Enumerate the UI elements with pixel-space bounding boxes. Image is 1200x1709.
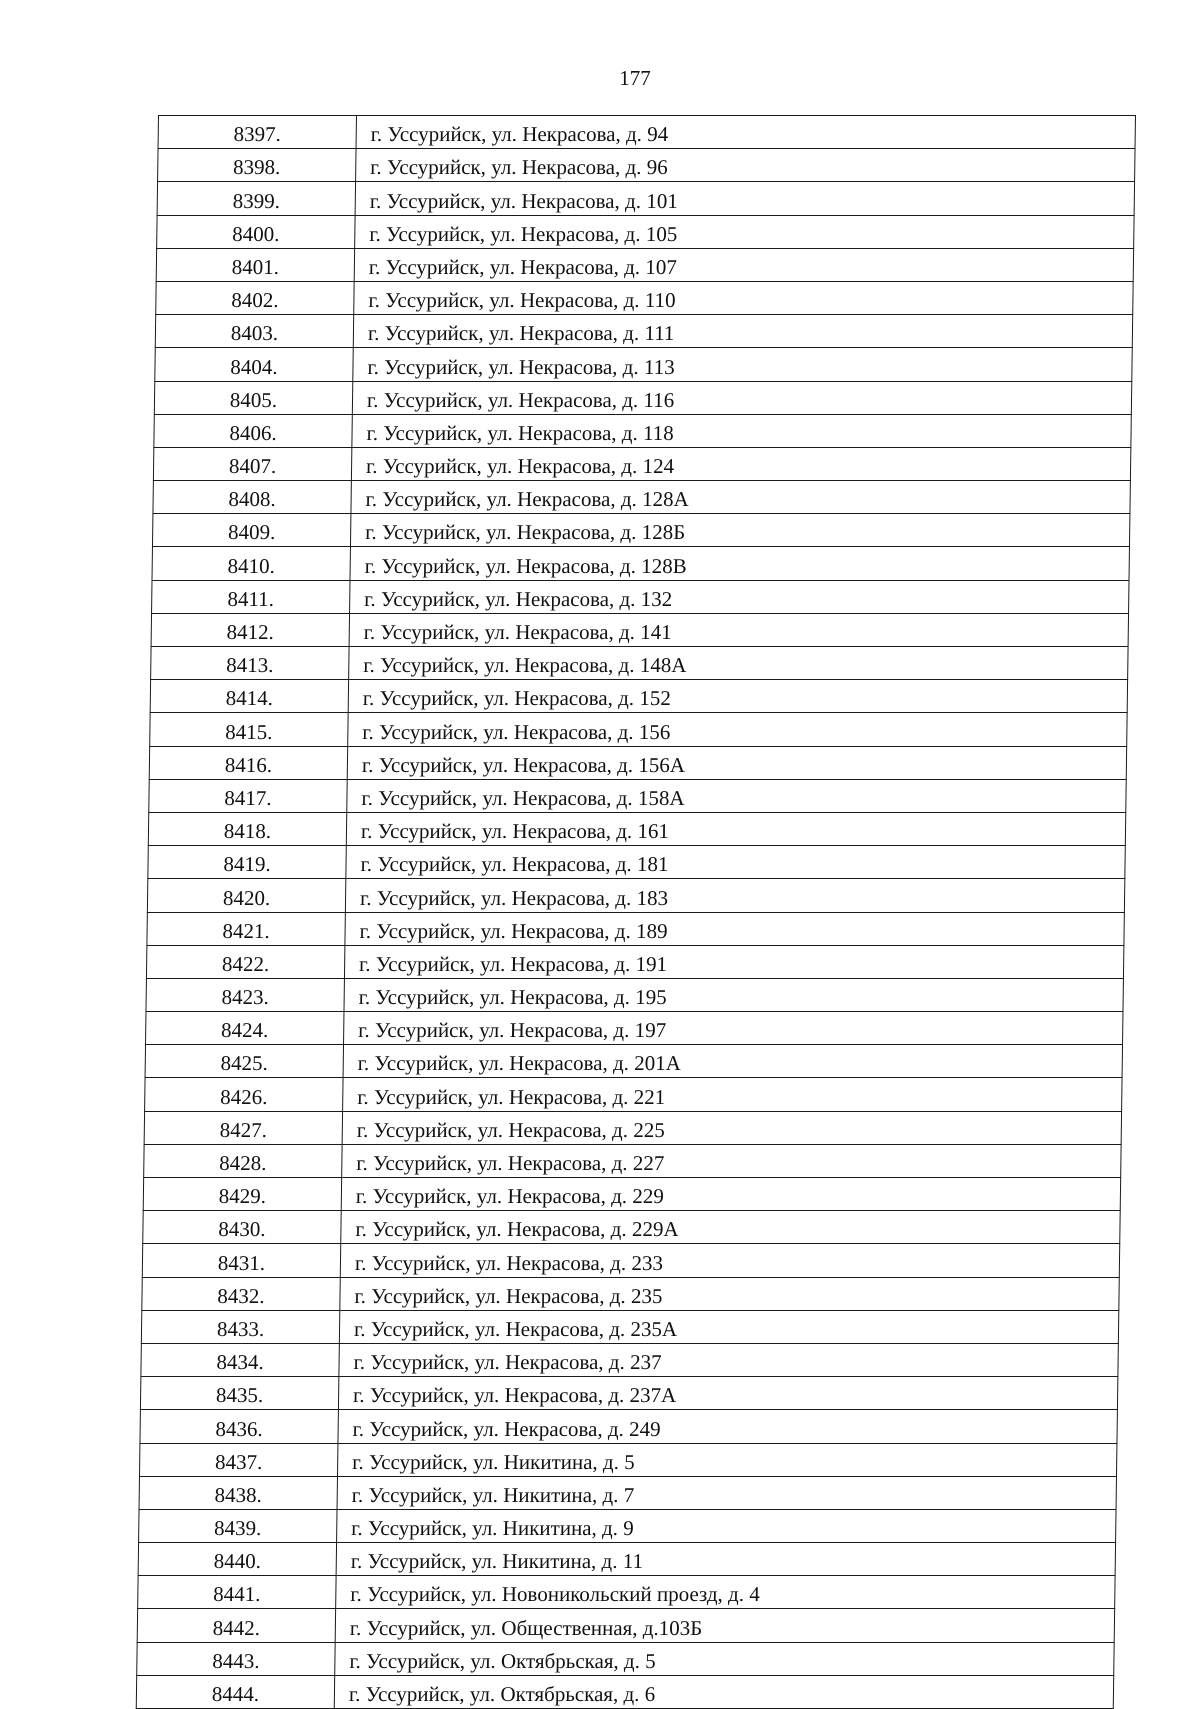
row-number: 8414. [150, 680, 348, 713]
table-row [141, 1343, 1118, 1376]
row-number: 8401. [156, 248, 354, 281]
table-row [156, 248, 1133, 281]
row-address: г. Уссурийск, ул. Некрасова, д. 113 [353, 348, 1132, 381]
row-address: г. Уссурийск, ул. Некрасова, д. 229 [341, 1178, 1120, 1211]
table-row [137, 1609, 1114, 1642]
row-number: 8431. [142, 1244, 340, 1277]
row-number: 8416. [149, 746, 347, 779]
table-row [140, 1410, 1117, 1443]
row-address: г. Уссурийск, ул. Некрасова, д. 195 [344, 978, 1123, 1011]
row-number: 8397. [158, 116, 356, 149]
table-row [144, 1144, 1121, 1177]
table-row [148, 812, 1125, 845]
row-address: г. Уссурийск, ул. Новоникольский проезд, д. 4 [336, 1576, 1115, 1609]
row-address: г. Уссурийск, ул. Некрасова, д. 128В [350, 547, 1129, 580]
table-row [140, 1377, 1117, 1410]
row-number: 8408. [153, 481, 351, 514]
table-row [152, 514, 1129, 547]
table-row [157, 182, 1134, 215]
row-address: г. Уссурийск, ул. Октябрьская, д. 6 [334, 1675, 1113, 1708]
row-address: г. Уссурийск, ул. Некрасова, д. 237А [338, 1377, 1117, 1410]
row-address: г. Уссурийск, ул. Общественная, д.103Б [335, 1609, 1114, 1642]
table-row [145, 1078, 1122, 1111]
row-address: г. Уссурийск, ул. Некрасова, д. 107 [354, 248, 1133, 281]
table-row [149, 779, 1126, 812]
row-number: 8419. [148, 846, 346, 879]
table-row [144, 1111, 1121, 1144]
table-row [147, 879, 1124, 912]
row-number: 8410. [152, 547, 350, 580]
row-number: 8418. [148, 812, 346, 845]
row-number: 8444. [136, 1675, 334, 1708]
table-row [153, 447, 1130, 480]
row-address: г. Уссурийск, ул. Некрасова, д. 156 [348, 713, 1127, 746]
row-address: г. Уссурийск, ул. Некрасова, д. 152 [348, 680, 1127, 713]
row-address: г. Уссурийск, ул. Никитина, д. 5 [337, 1443, 1116, 1476]
row-number: 8409. [152, 514, 350, 547]
row-address: г. Уссурийск, ул. Некрасова, д. 235А [339, 1310, 1118, 1343]
table-row [150, 680, 1127, 713]
row-number: 8406. [154, 414, 352, 447]
row-number: 8434. [141, 1343, 339, 1376]
table-row [139, 1509, 1116, 1542]
table-row [139, 1476, 1116, 1509]
row-number: 8422. [146, 945, 344, 978]
row-address: г. Уссурийск, ул. Некрасова, д. 201А [343, 1045, 1122, 1078]
row-number: 8405. [154, 381, 352, 414]
table-row [152, 547, 1129, 580]
row-number: 8404. [155, 348, 353, 381]
table-row [151, 647, 1128, 680]
row-number: 8417. [149, 779, 347, 812]
row-number: 8423. [146, 978, 344, 1011]
row-address: г. Уссурийск, ул. Некрасова, д. 101 [355, 182, 1134, 215]
table-row [157, 215, 1134, 248]
table-row [158, 149, 1135, 182]
row-number: 8411. [152, 580, 350, 613]
table-row [146, 1012, 1123, 1045]
row-address: г. Уссурийск, ул. Некрасова, д. 96 [356, 149, 1135, 182]
table-row [155, 315, 1132, 348]
table-row [143, 1178, 1120, 1211]
row-number: 8440. [138, 1543, 336, 1576]
row-number: 8398. [158, 149, 356, 182]
row-address: г. Уссурийск, ул. Некрасова, д. 191 [344, 945, 1123, 978]
row-address: г. Уссурийск, ул. Некрасова, д. 111 [353, 315, 1132, 348]
table-row [156, 281, 1133, 314]
row-address: г. Уссурийск, ул. Некрасова, д. 124 [351, 447, 1130, 480]
address-table-body [136, 116, 1135, 1709]
row-address: г. Уссурийск, ул. Некрасова, д. 189 [345, 912, 1124, 945]
row-number: 8437. [139, 1443, 337, 1476]
row-number: 8402. [156, 281, 354, 314]
table-row [154, 381, 1131, 414]
row-address: г. Уссурийск, ул. Некрасова, д. 148А [349, 647, 1128, 680]
row-address: г. Уссурийск, ул. Некрасова, д. 141 [349, 613, 1128, 646]
row-address: г. Уссурийск, ул. Никитина, д. 9 [337, 1509, 1116, 1542]
table-row [155, 348, 1132, 381]
row-address: г. Уссурийск, ул. Некрасова, д. 249 [338, 1410, 1117, 1443]
row-address: г. Уссурийск, ул. Некрасова, д. 132 [350, 580, 1129, 613]
row-address: г. Уссурийск, ул. Некрасова, д. 158А [347, 779, 1126, 812]
row-number: 8441. [138, 1576, 336, 1609]
table-row [147, 912, 1124, 945]
row-number: 8424. [146, 1012, 344, 1045]
row-number: 8415. [150, 713, 348, 746]
row-address: г. Уссурийск, ул. Некрасова, д. 225 [342, 1111, 1121, 1144]
row-number: 8436. [140, 1410, 338, 1443]
row-number: 8426. [145, 1078, 343, 1111]
row-address: г. Уссурийск, ул. Некрасова, д. 197 [344, 1012, 1123, 1045]
row-address: г. Уссурийск, ул. Некрасова, д. 235 [340, 1277, 1119, 1310]
row-address: г. Уссурийск, ул. Некрасова, д. 128Б [350, 514, 1129, 547]
row-address: г. Уссурийск, ул. Некрасова, д. 221 [343, 1078, 1122, 1111]
row-address: г. Уссурийск, ул. Некрасова, д. 237 [339, 1343, 1118, 1376]
row-address: г. Уссурийск, ул. Некрасова, д. 181 [346, 846, 1125, 879]
row-number: 8427. [144, 1111, 342, 1144]
row-number: 8443. [137, 1642, 335, 1675]
table-row [151, 613, 1128, 646]
row-address: г. Уссурийск, ул. Некрасова, д. 118 [352, 414, 1131, 447]
table-row [139, 1443, 1116, 1476]
row-address: г. Уссурийск, ул. Октябрьская, д. 5 [335, 1642, 1114, 1675]
table-row [142, 1277, 1119, 1310]
table-row [154, 414, 1131, 447]
row-number: 8425. [145, 1045, 343, 1078]
table-row [150, 713, 1127, 746]
table-row [142, 1244, 1119, 1277]
row-number: 8438. [139, 1476, 337, 1509]
table-row [152, 580, 1129, 613]
row-number: 8412. [151, 613, 349, 646]
row-address: г. Уссурийск, ул. Некрасова, д. 116 [352, 381, 1131, 414]
row-address: г. Уссурийск, ул. Некрасова, д. 128А [351, 481, 1130, 514]
table-row [145, 1045, 1122, 1078]
page-number: 177 [619, 66, 651, 90]
table-row [137, 1642, 1114, 1675]
row-address: г. Уссурийск, ул. Некрасова, д. 110 [354, 281, 1133, 314]
row-number: 8442. [137, 1609, 335, 1642]
row-number: 8432. [142, 1277, 340, 1310]
row-address: г. Уссурийск, ул. Никитина, д. 7 [337, 1476, 1116, 1509]
row-address: г. Уссурийск, ул. Некрасова, д. 227 [342, 1144, 1121, 1177]
row-address: г. Уссурийск, ул. Некрасова, д. 161 [346, 812, 1125, 845]
table-row [138, 1576, 1115, 1609]
table-row [153, 481, 1130, 514]
row-number: 8435. [140, 1377, 338, 1410]
table-row [149, 746, 1126, 779]
address-table [136, 115, 1136, 1709]
row-number: 8433. [141, 1310, 339, 1343]
table-row [148, 846, 1125, 879]
row-number: 8430. [143, 1211, 341, 1244]
row-number: 8420. [147, 879, 345, 912]
row-number: 8421. [147, 912, 345, 945]
row-number: 8428. [144, 1144, 342, 1177]
row-number: 8403. [155, 315, 353, 348]
row-address: г. Уссурийск, ул. Некрасова, д. 183 [345, 879, 1124, 912]
table-row [141, 1310, 1118, 1343]
table-row [136, 1675, 1113, 1708]
table-row [138, 1543, 1115, 1576]
row-address: г. Уссурийск, ул. Никитина, д. 11 [336, 1543, 1115, 1576]
row-number: 8413. [151, 647, 349, 680]
row-address: г. Уссурийск, ул. Некрасова, д. 156А [347, 746, 1126, 779]
row-number: 8400. [157, 215, 355, 248]
row-number: 8429. [143, 1178, 341, 1211]
row-address: г. Уссурийск, ул. Некрасова, д. 233 [340, 1244, 1119, 1277]
table-row [146, 945, 1123, 978]
row-address: г. Уссурийск, ул. Некрасова, д. 94 [356, 116, 1135, 149]
row-address: г. Уссурийск, ул. Некрасова, д. 229А [341, 1211, 1120, 1244]
table-row [146, 978, 1123, 1011]
table-row [158, 116, 1135, 149]
row-number: 8439. [139, 1509, 337, 1542]
row-address: г. Уссурийск, ул. Некрасова, д. 105 [355, 215, 1134, 248]
row-number: 8399. [157, 182, 355, 215]
row-number: 8407. [153, 447, 351, 480]
table-row [143, 1211, 1120, 1244]
